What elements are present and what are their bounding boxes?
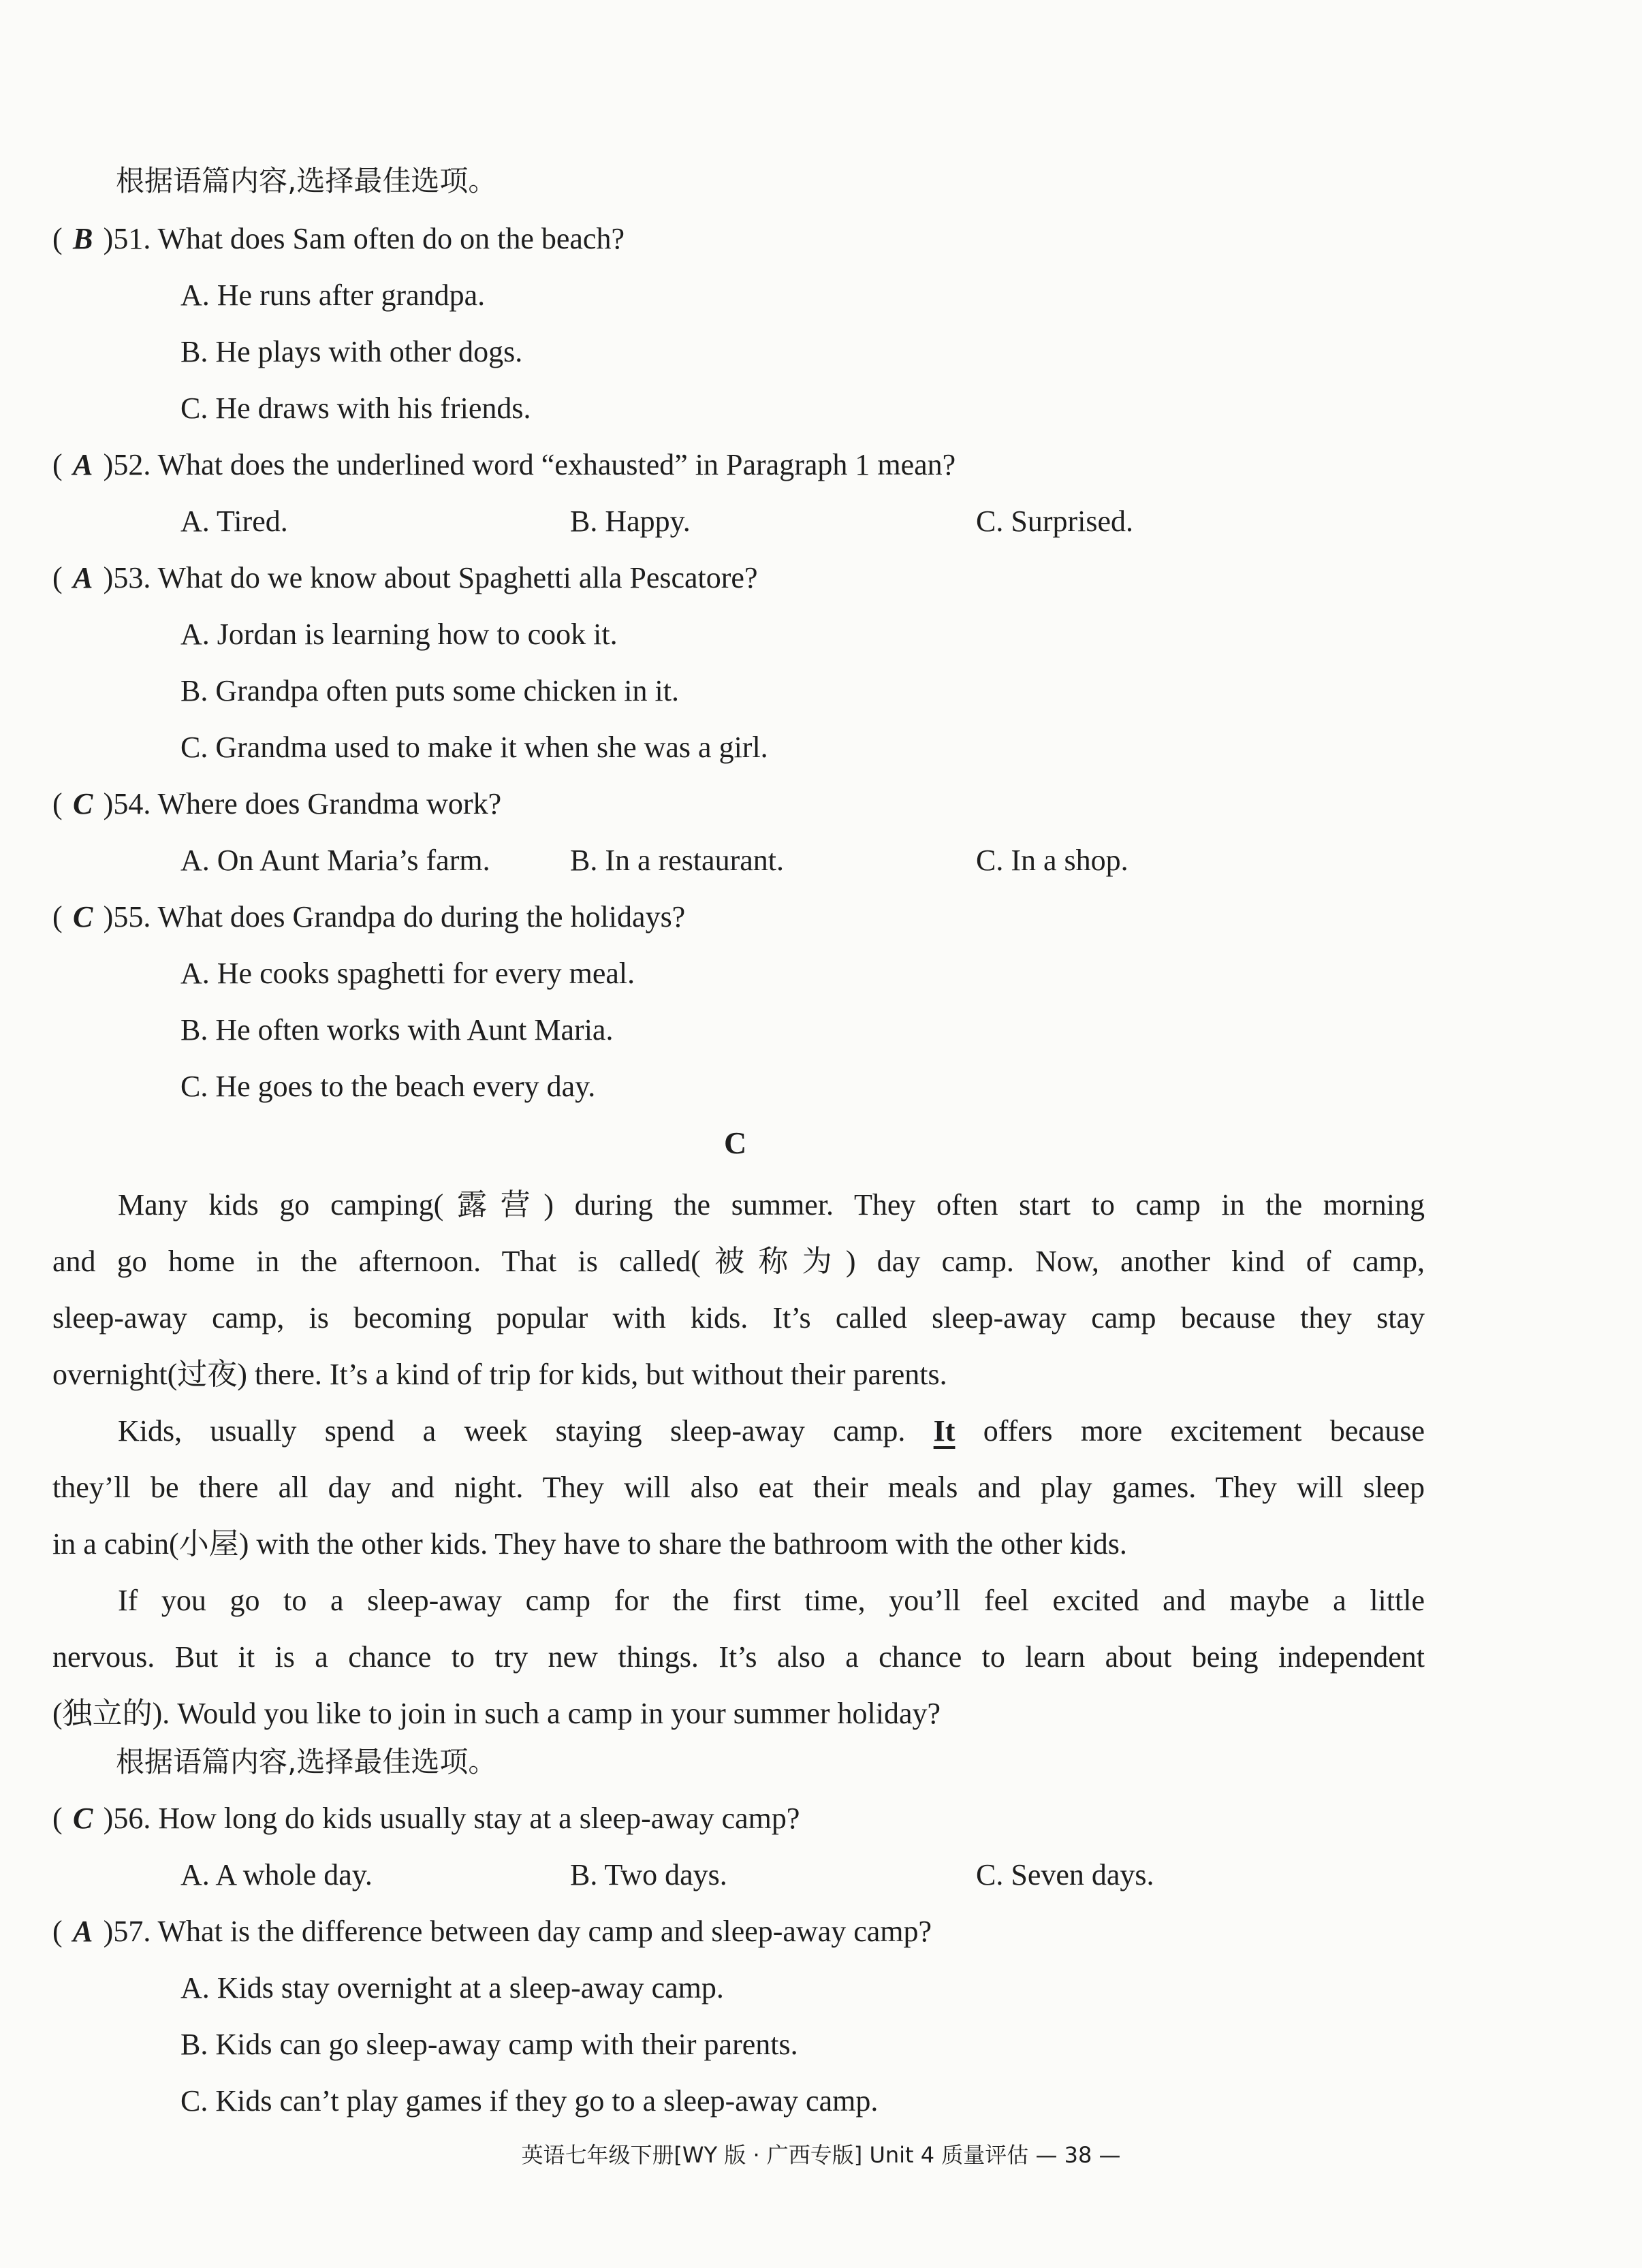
option-53-b: B. Grandpa often puts some chicken in it.	[180, 674, 679, 707]
passage-line: they’ll be there all day and night. They will also eat their meals and play games. They will sleep	[52, 1471, 1425, 1504]
paren-close: )	[103, 1915, 114, 1948]
option-56-c: C. Seven days.	[976, 1858, 1154, 1891]
option-57-a: A. Kids stay overnight at a sleep-away camp.	[180, 1971, 724, 2005]
question-number: 52.	[113, 448, 151, 481]
question-number: 51.	[113, 222, 151, 255]
option-55-c: C. He goes to the beach every day.	[180, 1070, 596, 1103]
answer-55: C	[72, 900, 93, 933]
paren-open: (	[52, 900, 63, 933]
question-54	[52, 784, 501, 825]
paren-close: )	[103, 787, 114, 820]
passage-line: overnight(过夜) there. It’s a kind of trip for kids, but without their parents.	[52, 1358, 947, 1391]
question-number: 56.	[113, 1802, 151, 1835]
option-55-a: A. He cooks spaghetti for every meal.	[180, 957, 635, 990]
question-text: What is the difference between day camp and sleep-away camp?	[157, 1915, 932, 1948]
option-51-b: B. He plays with other dogs.	[180, 335, 523, 368]
question-number: 55.	[113, 900, 151, 933]
option-56-b: B. Two days.	[570, 1858, 727, 1891]
option-54-b: B. In a restaurant.	[570, 844, 784, 877]
paren-open: (	[52, 1915, 63, 1948]
question-text: What does Grandpa do during the holidays?	[157, 900, 686, 933]
option-51-c: C. He draws with his friends.	[180, 392, 531, 425]
passage-line: in a cabin(小屋) with the other kids. They have to share the bathroom with the other kids.	[52, 1527, 1127, 1561]
paren-close: )	[103, 561, 114, 594]
passage-line: and go home in the afternoon. That is called(被称为) day camp. Now, another kind of camp,	[52, 1245, 1425, 1278]
option-54-a: A. On Aunt Maria’s farm.	[180, 844, 490, 877]
answer-53: A	[72, 561, 93, 594]
question-number: 53.	[113, 561, 151, 594]
answer-54: C	[72, 787, 93, 820]
option-57-b: B. Kids can go sleep-away camp with their parents.	[180, 2028, 798, 2061]
answer-52: A	[72, 448, 93, 481]
question-52	[52, 445, 956, 485]
passage-line: (独立的). Would you like to join in such a camp in your summer holiday?	[52, 1697, 941, 1730]
passage-paragraph-3	[52, 1572, 1425, 1742]
answer-57: A	[72, 1915, 93, 1948]
underlined-word-it: It	[933, 1414, 956, 1448]
section-c-title: C	[724, 1125, 747, 1160]
question-56	[52, 1798, 800, 1839]
question-text: How long do kids usually stay at a sleep-away camp?	[158, 1802, 800, 1835]
paren-close: )	[103, 222, 114, 255]
answer-56: C	[72, 1802, 93, 1835]
paren-close: )	[103, 1802, 114, 1835]
option-55-b: B. He often works with Aunt Maria.	[180, 1013, 614, 1047]
question-text: What do we know about Spaghetti alla Pescatore?	[157, 561, 758, 594]
question-53	[52, 558, 757, 598]
passage-line: nervous. But it is a chance to try new things. It’s also a chance to learn about being independent	[52, 1640, 1425, 1674]
paren-open: (	[52, 787, 63, 820]
option-52-a: A. Tired.	[180, 505, 288, 538]
passage-line: sleep-away camp, is becoming popular with kids. It’s called sleep-away camp because they stay	[52, 1301, 1425, 1335]
paren-open: (	[52, 448, 63, 481]
paren-open: (	[52, 222, 63, 255]
paren-close: )	[103, 900, 114, 933]
option-53-a: A. Jordan is learning how to cook it.	[180, 618, 618, 651]
paren-close: )	[103, 448, 114, 481]
passage-line-part: Kids, usually spend a week staying sleep-away camp.	[118, 1414, 906, 1448]
question-51	[52, 219, 625, 259]
option-52-b: B. Happy.	[570, 505, 691, 538]
option-52-c: C. Surprised.	[976, 505, 1133, 538]
passage-line-part: offers more excitement because	[983, 1414, 1425, 1448]
question-number: 57.	[113, 1915, 151, 1948]
instruction-c: 根据语篇内容,选择最佳选项。	[116, 1745, 497, 1778]
passage-line: If you go to a sleep-away camp for the first time, you’ll feel excited and maybe a little	[118, 1584, 1425, 1617]
question-text: What does the underlined word “exhausted” in Paragraph 1 mean?	[157, 448, 956, 481]
instruction-b: 根据语篇内容,选择最佳选项。	[116, 164, 497, 197]
passage-line	[52, 1403, 1425, 1459]
question-text: What does Sam often do on the beach?	[157, 222, 625, 255]
option-53-c: C. Grandma used to make it when she was a girl.	[180, 731, 768, 764]
paren-open: (	[52, 561, 63, 594]
answer-51: B	[72, 222, 93, 255]
passage-paragraph-1	[52, 1177, 1425, 1403]
passage-line: Many kids go camping(露营) during the summer. They often start to camp in the morning	[118, 1188, 1425, 1221]
question-55	[52, 897, 685, 938]
page-footer: 英语七年级下册[WY 版 · 广西专版] Unit 4 质量评估 — 38 —	[521, 2142, 1121, 2168]
passage-paragraph-2	[52, 1403, 1425, 1572]
option-51-a: A. He runs after grandpa.	[180, 278, 486, 312]
option-57-c: C. Kids can’t play games if they go to a sleep-away camp.	[180, 2084, 879, 2118]
paren-open: (	[52, 1802, 63, 1835]
option-54-c: C. In a shop.	[976, 844, 1128, 877]
question-text: Where does Grandma work?	[157, 787, 502, 820]
question-57	[52, 1911, 932, 1952]
option-56-a: A. A whole day.	[180, 1858, 373, 1891]
question-number: 54.	[113, 787, 151, 820]
